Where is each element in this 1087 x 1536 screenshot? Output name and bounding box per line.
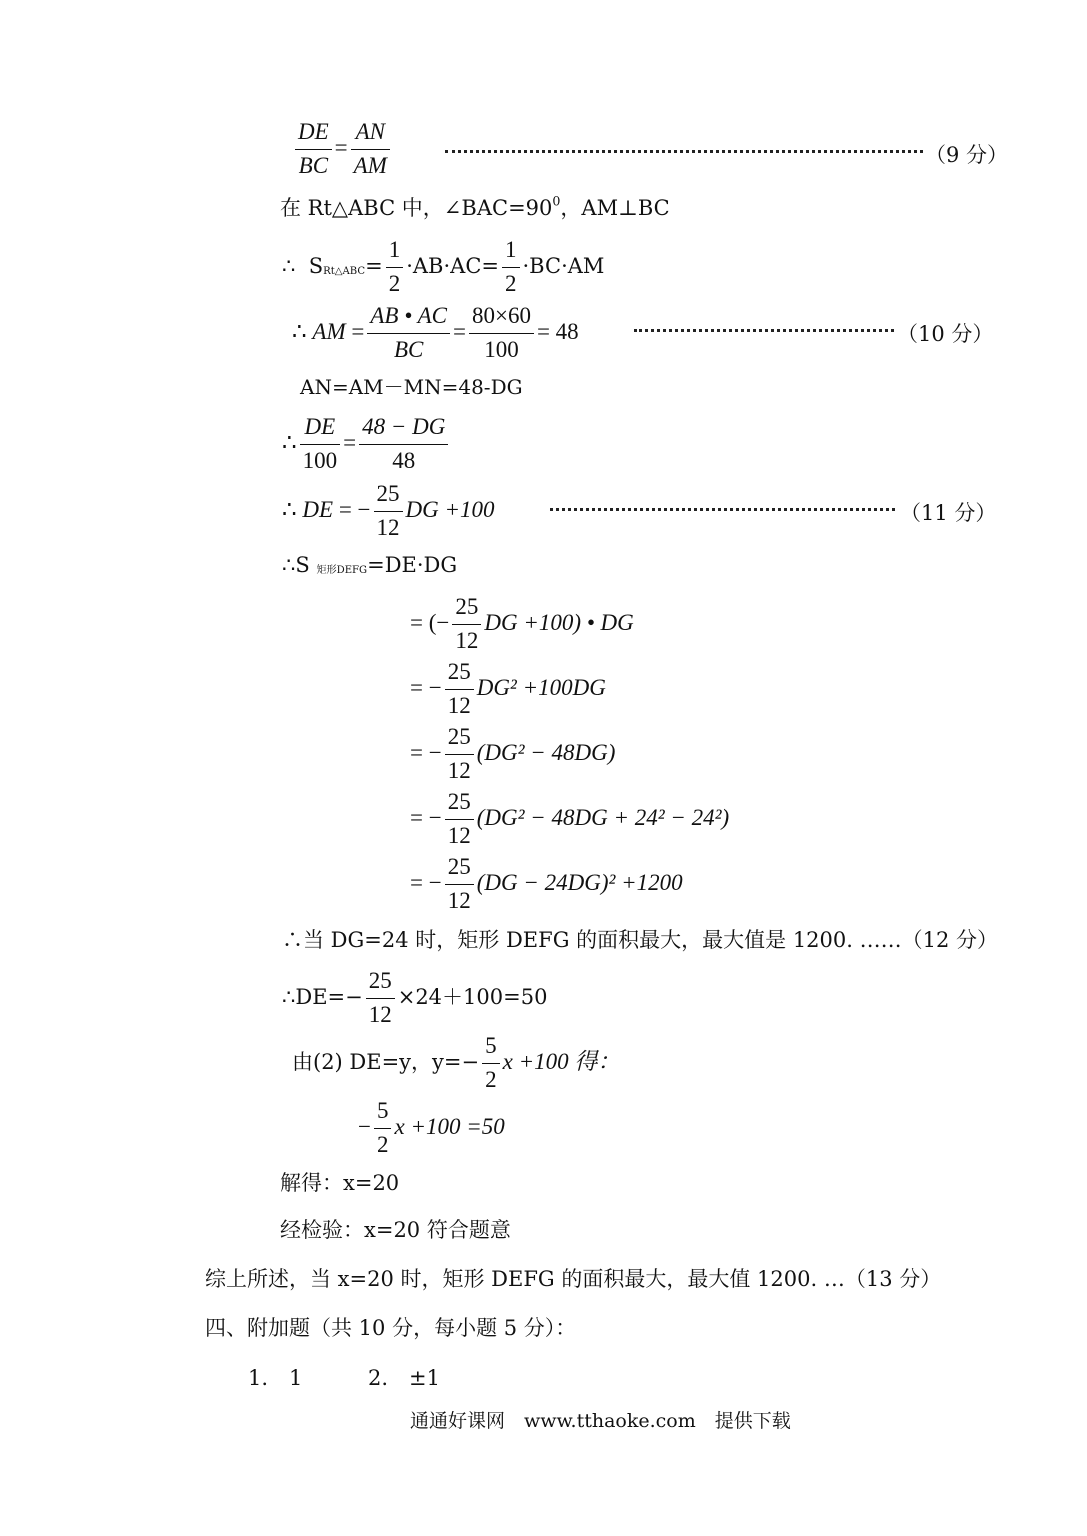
de-equation: ∴ DE = − $\frac{25}{12}$ DG +100 xyxy=(282,481,495,541)
rect-area-statement: ∴S 矩形DEFG=DE·DG xyxy=(282,553,458,577)
expansion-line: = (− $\frac{25}{12}$ DG +100) • DG xyxy=(410,594,634,654)
summary-line: 综上所述，当 x=20 时，矩形 DEFG 的面积最大，最大值 1200. …（13 分） xyxy=(205,1267,942,1291)
expansion-line: = − $\frac{25}{12}$ (DG² − 48DG) xyxy=(410,724,616,784)
area-equation: ∴ SRt△ABC= $\frac{1}{2}$ ·AB·AC= $\frac{1}{2}$ ·BC·AM xyxy=(282,237,605,297)
eq-de-bc-an-am: $\frac{DE}{BC}$ = $\frac{AN}{AM}$ xyxy=(292,118,393,181)
solve-line: 解得：x=20 xyxy=(280,1171,400,1195)
page-footer: 通通好课网 www.tthaoke.com 提供下载 xyxy=(410,1410,791,1432)
dot-leader xyxy=(634,329,894,332)
x-equation: − $\frac{5}{2}$ x +100 =50 xyxy=(358,1098,505,1158)
dot-leader xyxy=(550,508,895,511)
an-equation: AN=AM－MN=48-DG xyxy=(300,375,523,399)
de-value: ∴DE=− $\frac{25}{12}$ ×24＋100=50 xyxy=(282,968,548,1028)
section-heading: 四、附加题（共 10 分，每小题 5 分）： xyxy=(205,1316,577,1340)
am-equation: ∴ AM = $\frac{AB • AC}{BC}$ = $\frac{80\times 60}{100}$ = 48 xyxy=(292,303,579,363)
rt-triangle-statement: 在 Rt△ABC 中，$\angle BAC=90^0$，AM⊥BC xyxy=(280,193,670,220)
ratio-equation: ∴ $\frac{DE}{100}$ = $\frac{48 - DG}{48}$ xyxy=(282,413,451,476)
dot-leader xyxy=(445,150,923,153)
from-part-2: 由(2) DE=y，y=− $\frac{5}{2}$ x +100 得： xyxy=(292,1033,621,1093)
score-11: （11 分） xyxy=(900,501,997,525)
expansion-line: = − $\frac{25}{12}$ (DG² − 48DG + 24² − 24²) xyxy=(410,789,730,849)
answer-1: 1. 1 xyxy=(248,1366,303,1390)
expansion-line: = − $\frac{25}{12}$ (DG − 24DG)² +1200 xyxy=(410,854,683,914)
score-10: （10 分） xyxy=(897,322,994,346)
check-line: 经检验：x=20 符合题意 xyxy=(280,1218,511,1242)
score-9: （9 分） xyxy=(925,143,1009,167)
max-statement: ∴当 DG=24 时，矩形 DEFG 的面积最大，最大值是 1200. ……（12 分） xyxy=(282,928,999,952)
answer-2: 2. ±1 xyxy=(368,1366,440,1390)
expansion-line: = − $\frac{25}{12}$ DG² +100DG xyxy=(410,659,606,719)
